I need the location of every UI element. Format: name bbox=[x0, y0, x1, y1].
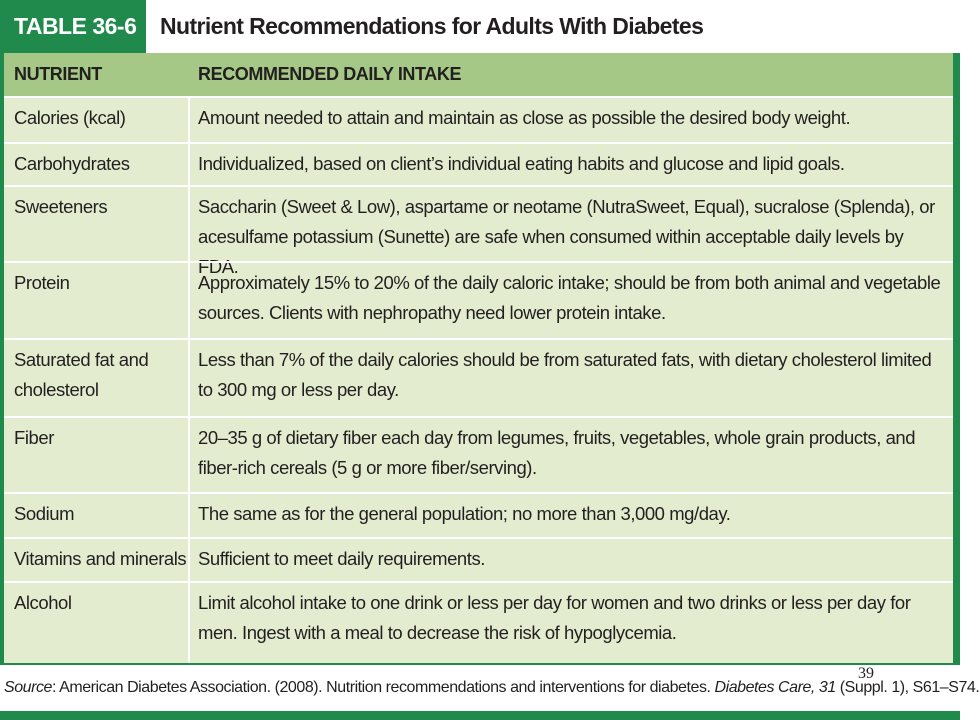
nutrient-cell: Calories (kcal) bbox=[14, 107, 126, 128]
table-title: Nutrient Recommendations for Adults With Diabetes bbox=[160, 12, 704, 39]
table-row bbox=[4, 142, 953, 185]
nutrient-cell: Protein bbox=[14, 272, 70, 293]
nutrient-cell: Alcohol bbox=[14, 592, 72, 613]
nutrient-cell: Saturated fat and cholesterol bbox=[14, 349, 149, 400]
source-text: : American Diabetes Association. (2008). Nutrition recommendations and interventions for diabetes. bbox=[52, 679, 715, 696]
nutrient-cell: Sweeteners bbox=[14, 196, 108, 217]
table-frame bbox=[0, 53, 960, 665]
table-row bbox=[4, 338, 953, 416]
page-number: 39 bbox=[858, 665, 874, 682]
intake-cell: Less than 7% of the daily calories should be from saturated fats, with dietary cholesterol limited to 300 mg or less per day. bbox=[198, 349, 932, 400]
table-row bbox=[4, 537, 953, 581]
column-header-nutrient: NUTRIENT bbox=[14, 64, 102, 84]
column-header-intake: RECOMMENDED DAILY INTAKE bbox=[198, 64, 462, 84]
source-citation bbox=[4, 679, 979, 697]
table-row bbox=[4, 185, 953, 277]
intake-cell: Sufficient to meet daily requirements. bbox=[198, 548, 485, 569]
column-divider bbox=[188, 96, 190, 663]
column-header-row bbox=[4, 53, 953, 96]
table-row bbox=[4, 96, 953, 142]
intake-cell: Individualized, based on client’s individual eating habits and glucose and lipid goals. bbox=[198, 153, 845, 174]
intake-cell: Approximately 15% to 20% of the daily caloric intake; should be from both animal and vegetable sources. Clients with nephropathy need lower protein intake. bbox=[198, 272, 941, 323]
table-header bbox=[0, 0, 960, 53]
table-row bbox=[4, 492, 953, 537]
table-row bbox=[4, 581, 953, 663]
nutrient-cell: Sodium bbox=[14, 503, 75, 524]
source-journal: Diabetes Care, 31 bbox=[714, 679, 836, 696]
nutrient-cell: Vitamins and minerals bbox=[14, 548, 187, 569]
table-row bbox=[4, 416, 953, 492]
bottom-bar bbox=[0, 711, 960, 720]
source-label: Source bbox=[4, 679, 52, 696]
intake-cell: Limit alcohol intake to one drink or less per day for women and two drinks or less per day for men. Ingest with a meal to decrease the risk of hypoglycemia. bbox=[198, 592, 911, 643]
table-row bbox=[4, 261, 953, 338]
nutrient-table bbox=[4, 53, 956, 663]
source-text-end: (Suppl. 1), S61–S74. bbox=[835, 679, 979, 696]
intake-cell: Amount needed to attain and maintain as close as possible the desired body weight. bbox=[198, 107, 851, 128]
intake-cell: 20–35 g of dietary fiber each day from legumes, fruits, vegetables, whole grain products, and fiber-rich cereals (5 g or more fiber/serving). bbox=[198, 427, 916, 478]
intake-cell: The same as for the general population; no more than 3,000 mg/day. bbox=[198, 503, 731, 524]
intake-cell: Saccharin (Sweet & Low), aspartame or neotame (NutraSweet, Equal), sucralose (Splenda), or acesulfame potassium (Sunette) are safe when consumed within acceptable daily levels by FDA. bbox=[198, 196, 935, 277]
nutrient-cell: Fiber bbox=[14, 427, 54, 448]
nutrient-cell: Carbohydrates bbox=[14, 153, 130, 174]
table-number: TABLE 36-6 bbox=[0, 0, 146, 53]
